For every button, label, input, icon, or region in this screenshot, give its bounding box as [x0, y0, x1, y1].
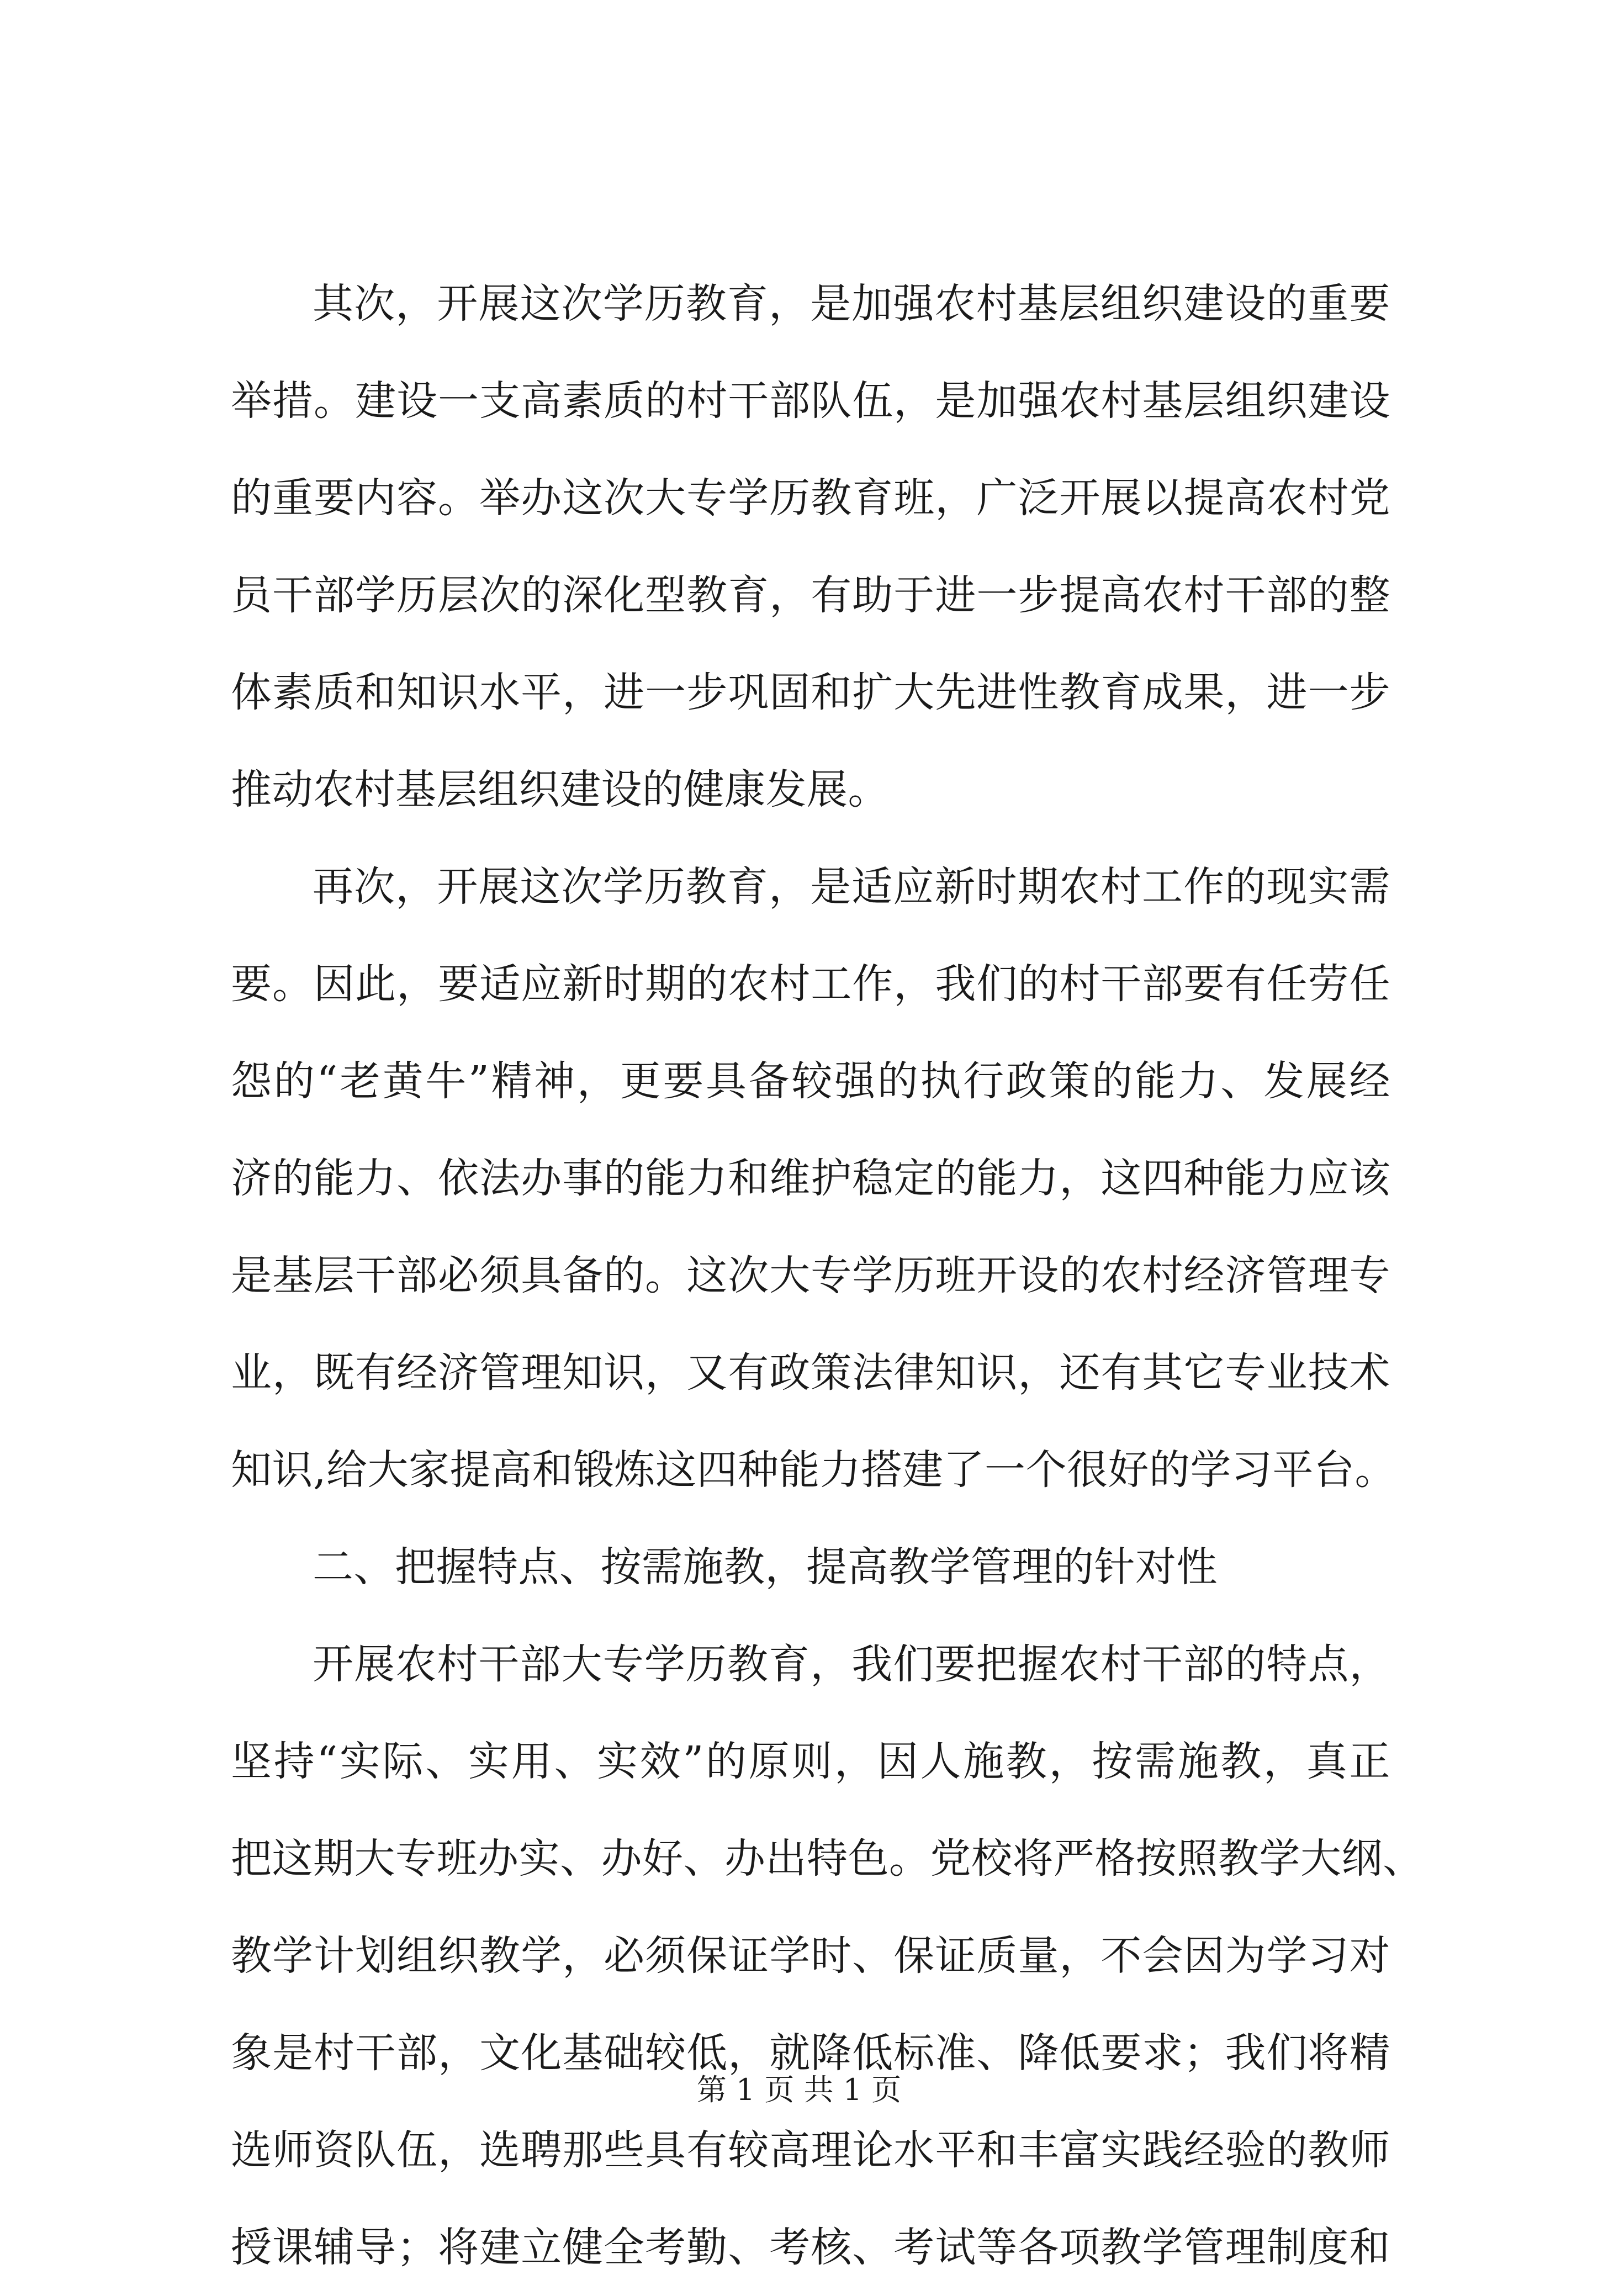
- text-line: 体素质和知识水平，进一步巩固和扩大先进性教育成果，进一步: [231, 669, 1390, 716]
- page-footer: 第 1 页 共 1 页: [696, 2072, 902, 2107]
- text-line: 象是村干部，文化基础较低，就降低标准、降低要求；我们将精: [231, 2029, 1390, 2077]
- text-line: 怨的“老黄牛”精神，更要具备较强的执行政策的能力、发展经: [231, 1057, 1390, 1105]
- text-line: 坚持“实际、实用、实效”的原则，因人施教，按需施教，真正: [231, 1738, 1390, 1785]
- text-line: 再次，开展这次学历教育，是适应新时期农村工作的现实需: [313, 863, 1390, 911]
- text-line: 要。因此，要适应新时期的农村工作，我们的村干部要有任劳任: [231, 960, 1390, 1008]
- text-line: 教学计划组织教学，必须保证学时、保证质量，不会因为学习对: [231, 1932, 1390, 1980]
- text-line: 选师资队伍，选聘那些具有较高理论水平和丰富实践经验的教师: [231, 2126, 1390, 2174]
- text-line: 推动农村基层组织建设的健康发展。: [231, 766, 889, 813]
- text-line: 授课辅导；将建立健全考勤、考核、考试等各项教学管理制度和: [231, 2224, 1390, 2271]
- text-line: 员干部学历层次的深化型教育，有助于进一步提高农村干部的整: [231, 572, 1390, 619]
- text-line: 济的能力、依法办事的能力和维护稳定的能力，这四种能力应该: [231, 1155, 1390, 1202]
- text-line: 的重要内容。举办这次大专学历教育班，广泛开展以提高农村党: [231, 474, 1390, 522]
- body-text: [231, 255, 1424, 2296]
- text-line: 是基层干部必须具备的。这次大专学历班开设的农村经济管理专: [231, 1252, 1390, 1299]
- text-line: 知识,给大家提高和锻炼这四种能力搭建了一个很好的学习平台。: [231, 1446, 1396, 1494]
- text-line: 举措。建设一支高素质的村干部队伍，是加强农村基层组织建设: [231, 377, 1390, 425]
- text-line: 二、把握特点、按需施教，提高教学管理的针对性: [313, 1543, 1218, 1591]
- text-line: 业，既有经济管理知识，又有政策法律知识，还有其它专业技术: [231, 1349, 1390, 1396]
- text-line: 开展农村干部大专学历教育，我们要把握农村干部的特点，: [313, 1641, 1390, 1688]
- text-line: 其次，开展这次学历教育，是加强农村基层组织建设的重要: [313, 280, 1390, 327]
- text-line: 把这期大专班办实、办好、办出特色。党校将严格按照教学大纲、: [231, 1835, 1424, 1882]
